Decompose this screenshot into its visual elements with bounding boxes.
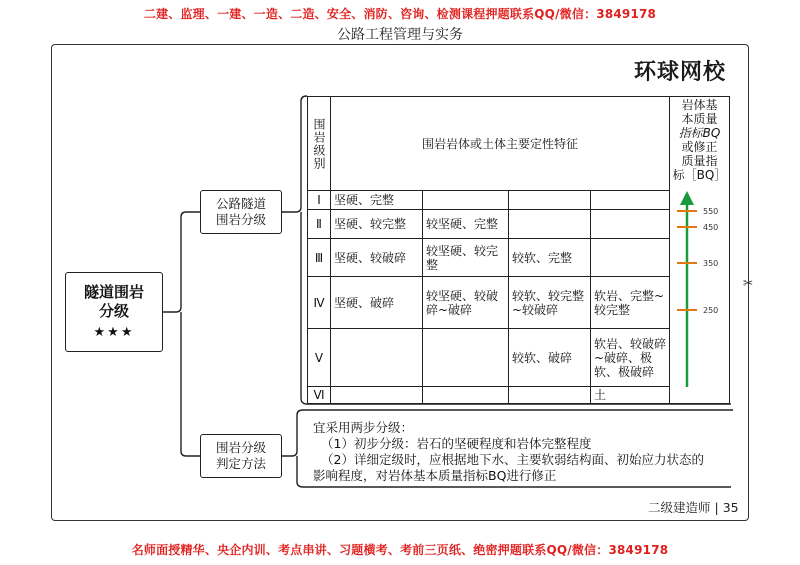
feature-cell	[509, 387, 591, 404]
footer-series-label: 二级建造师	[648, 500, 711, 515]
feature-cell	[331, 387, 423, 404]
rock-grade-table	[307, 96, 730, 404]
top-promo-banner: 二建、监理、一建、一造、二造、安全、消防、咨询、检测课程押题联系QQ/微信：3849178	[143, 7, 657, 21]
feature-cell: 软岩、较破碎~破碎、极软、极破碎	[591, 329, 670, 387]
level-cell: Ⅲ	[308, 239, 331, 277]
feature-cell: 坚硬、较破碎	[331, 239, 423, 277]
brand-logo: 环球网校	[634, 60, 727, 85]
steps-intro: 宜采用两步分级：	[313, 420, 414, 435]
branch-judge-line2: 判定方法	[215, 456, 266, 471]
bq-tick-label: 250	[703, 306, 719, 315]
feature-cell	[591, 239, 670, 277]
bq-tick-label: 450	[703, 223, 719, 232]
root-label-line2: 分级	[98, 301, 129, 320]
root-label-line1: 隧道围岩	[83, 282, 144, 301]
bq-head-line: 本质量	[681, 112, 718, 126]
scissor-icon: ✂	[743, 276, 754, 290]
feature-cell	[509, 210, 591, 239]
feature-cell	[509, 191, 591, 210]
feature-cell	[423, 387, 509, 404]
branch-judge-line1: 围岩分级	[215, 440, 266, 455]
feature-cell: 较坚硬、较完整	[423, 239, 509, 277]
bq-arrow-head	[680, 191, 694, 205]
importance-stars: ★★★	[93, 324, 135, 340]
feature-cell: 坚硬、完整	[331, 191, 423, 210]
feature-cell: 较坚硬、较破碎~破碎	[423, 277, 509, 329]
branch-grade-line1: 公路隧道	[215, 196, 266, 211]
feature-cell	[591, 210, 670, 239]
feature-cell: 坚硬、破碎	[331, 277, 423, 329]
footer-separator: |	[714, 500, 723, 515]
branch-node-highway-tunnel-grading	[200, 190, 282, 234]
steps-step2b: 影响程度，对岩体基本质量指标BQ进行修正	[313, 468, 557, 483]
bottom-promo-banner: 名师面授精华、央企内训、考点串讲、习题横考、考前三页纸、绝密押题联系QQ/微信：3849178	[131, 543, 669, 557]
feature-cell	[423, 329, 509, 387]
branch-node-judgement-method	[200, 434, 282, 478]
feature-cell: 土	[591, 387, 670, 404]
bq-head-line: 岩体基	[681, 98, 718, 112]
steps-step1: （1）初步分级：岩石的坚硬程度和岩体完整程度	[321, 436, 592, 451]
feature-cell: 较软、较完整~较破碎	[509, 277, 591, 329]
level-cell: Ⅴ	[308, 329, 331, 387]
page-title: 公路工程管理与实务	[337, 27, 463, 43]
feature-cell: 较软、破碎	[509, 329, 591, 387]
bq-column	[670, 97, 730, 404]
root-node-tunnel-grading	[65, 272, 163, 352]
level-cell: Ⅱ	[308, 210, 331, 239]
steps-step2a: （2）详细定级时，应根据地下水、主要软弱结构面、初始应力状态的	[321, 452, 704, 467]
feature-cell: 软岩、完整~较完整	[591, 277, 670, 329]
feature-cell	[331, 329, 423, 387]
level-cell: Ⅵ	[308, 387, 331, 404]
branch-grade-line2: 围岩分级	[215, 212, 266, 227]
connector-root-grade	[163, 212, 200, 312]
two-step-grading-text	[313, 420, 723, 484]
bq-head-line: 或修正	[681, 140, 718, 154]
bq-scale-arrow	[670, 97, 730, 403]
bq-tick-label: 350	[703, 259, 719, 268]
bq-head-line: 质量指	[681, 154, 718, 168]
feature-cell: 较坚硬、完整	[423, 210, 509, 239]
bq-tick-label: 550	[703, 207, 719, 216]
page-number: 35	[722, 500, 739, 515]
level-cell: Ⅳ	[308, 277, 331, 329]
level-cell: Ⅰ	[308, 191, 331, 210]
bq-head-line: 标［BQ］	[672, 168, 727, 182]
feature-cell	[591, 191, 670, 210]
connector-root-judge	[181, 312, 200, 456]
feature-cell	[423, 191, 509, 210]
feature-cell: 坚硬、较完整	[331, 210, 423, 239]
header-feature: 围岩岩体或土体主要定性特征	[331, 97, 670, 191]
page-footer	[648, 498, 739, 516]
bq-head-line: 指标BQ	[678, 126, 721, 140]
feature-cell: 较软、完整	[509, 239, 591, 277]
header-level: 围岩级别	[308, 97, 331, 191]
